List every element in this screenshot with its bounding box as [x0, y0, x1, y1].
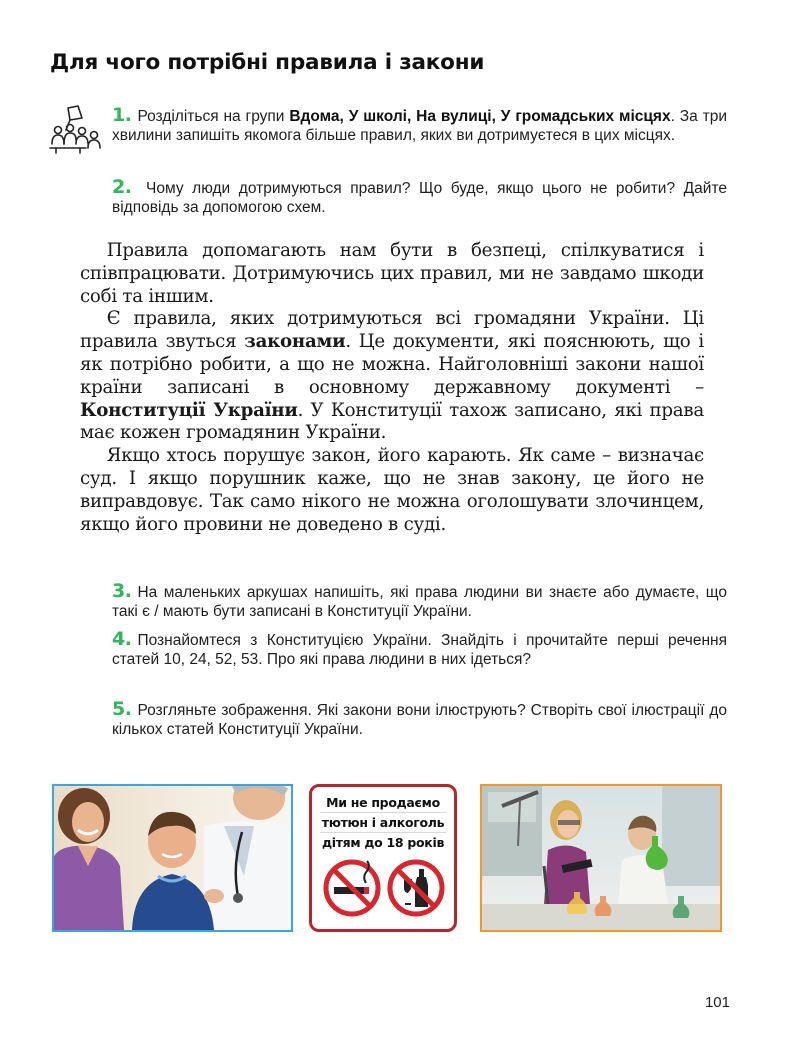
science-lab-photo — [480, 784, 722, 932]
task-number: 5. — [112, 698, 132, 720]
task-3 — [112, 582, 727, 621]
paragraph: Правила допомагають нам бути в безпеці, спілкуватися і співпрацювати. Дотримуючись цих правил, ми не завдамо шкоди собі та іншим. — [80, 240, 704, 307]
sign-symbols — [320, 857, 448, 919]
task-5 — [112, 700, 727, 739]
no-smoking-icon — [326, 861, 378, 914]
paragraph: Є правила, яких дотримуються всі громадяни України. Ці правила звуться законами. Це документи, які пояснюють, що і як потрібно робити, а що не можна. Найголовніші закони нашої країни записані в основному державному документі – Конституції України. У Конституції тахож записано, які права має кожен громадянин України. — [80, 308, 704, 444]
sign-line: тютюн і алкоголь — [320, 813, 446, 833]
page-number: 101 — [704, 994, 730, 1011]
doctor-photo — [52, 784, 293, 932]
task-text: Розділіться на групи — [137, 108, 290, 125]
task-text: Познайомтеся з Конституцією України. Знайдіть і прочитайте перші речення статей 10, 24, 52, 53. Про які права людини в них ідеться? — [112, 632, 727, 668]
task-emphasis: Вдома — [289, 108, 340, 125]
task-number: 3. — [112, 580, 132, 602]
sign-line: дітям до 18 років — [321, 835, 445, 850]
task-emphasis: У школі, На вулиці, У громадських місцях — [348, 108, 671, 125]
no-sale-sign — [309, 784, 457, 932]
sign-text — [312, 793, 454, 852]
task-emphasis: , — [339, 108, 349, 125]
task-number: 2. — [112, 176, 132, 198]
task-number: 4. — [112, 628, 132, 650]
task-text: Розгляньте зображення. Які закони вони ілюструють? Створіть свої ілюстрації до кількох статей Конституції України. — [112, 702, 727, 738]
task-text: На маленьких аркушах напишіть, які права людини ви знаєте або думаєте, що такі є / мають бути записані в Конституції України. — [112, 584, 727, 620]
lab-illustration — [482, 786, 720, 930]
page-heading: Для чого потрібні правила і закони — [50, 50, 485, 75]
group-discussion-icon — [48, 104, 104, 154]
task-1 — [112, 106, 727, 145]
task-text: Чому люди дотримуються правил? Що буде, якщо цього не робити? Дайте відповідь за допомогою схем. — [112, 180, 727, 216]
no-alcohol-icon — [390, 862, 442, 914]
paragraph: Якщо хтось порушує закон, його карають. Як саме – визначає суд. І якщо порушник каже, що не знав закону, це його не виправдовує. Так само нікого не можна оголошувати злочинцем, якщо його провини не доведено в суді. — [80, 445, 704, 535]
task-number: 1. — [112, 104, 132, 126]
doctor-illustration — [54, 786, 291, 930]
task-4 — [112, 630, 727, 669]
sign-line: Ми не продаємо — [320, 793, 446, 813]
task-2 — [112, 178, 727, 217]
main-text — [80, 240, 704, 536]
task-text: . За три хвилини запишіть якомога більше правил, яких ви дотримуєтеся в цих місцях. — [112, 108, 727, 144]
